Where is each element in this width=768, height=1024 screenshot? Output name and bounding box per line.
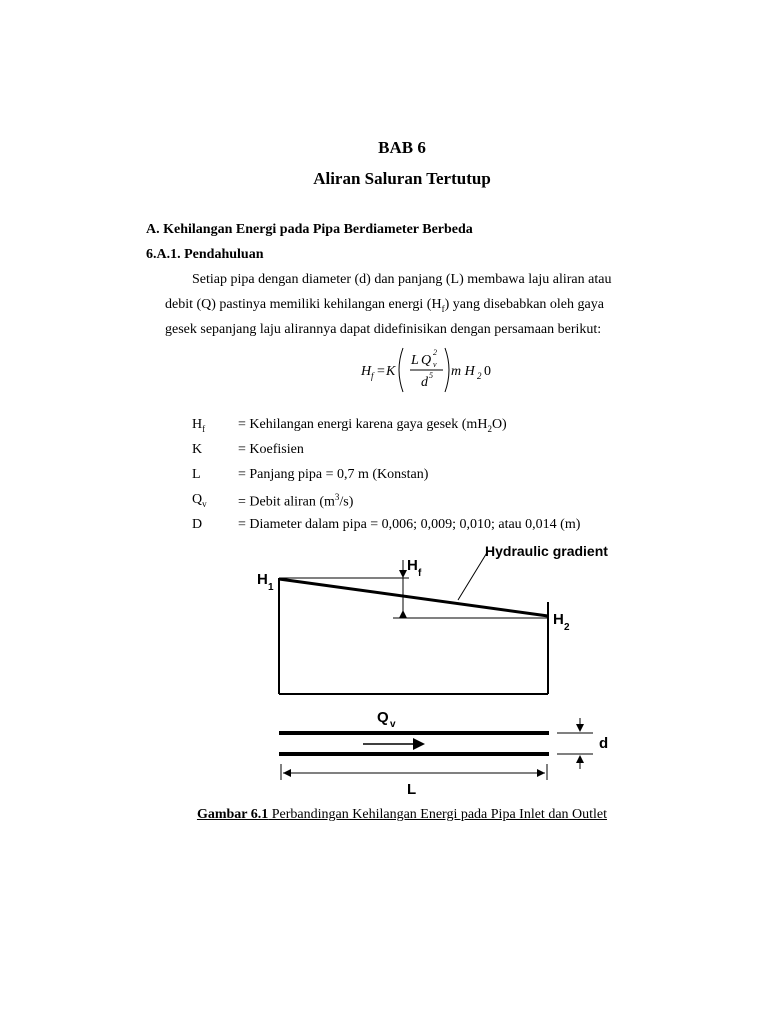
intro-line-2: debit (Q) pastinya memiliki kehilangan energi $(H_f)$ yang disebabkan oleh gaya	[165, 297, 604, 314]
hf-arrow-up-icon	[399, 610, 407, 618]
svg-text:m H: m H	[451, 364, 475, 379]
svg-text:=: =	[377, 364, 385, 379]
svg-text:0: 0	[484, 364, 491, 379]
svg-text:H: H	[361, 364, 372, 379]
pipe-energy-loss-figure	[245, 540, 645, 802]
svg-text:d: d	[421, 375, 428, 390]
gradient-leader-line	[458, 551, 488, 600]
l-arrow-left-icon	[283, 769, 291, 777]
svg-text:Q: Q	[421, 353, 432, 368]
hydraulic-gradient-line	[279, 579, 548, 616]
l-label: L	[407, 781, 417, 798]
hf-arrow-down-icon	[399, 570, 407, 578]
friction-loss-formula	[355, 342, 505, 396]
subsection-heading: 6.A.1. Pendahuluan	[146, 247, 264, 262]
qv-label: Q	[377, 709, 389, 726]
section-heading: A. Kehilangan Energi pada Pipa Berdiameter Berbeda	[146, 222, 473, 237]
svg-text:2: 2	[477, 371, 482, 381]
d-arrow-up-icon	[576, 755, 584, 763]
d-label: d	[599, 735, 609, 752]
flow-arrow-icon	[413, 738, 425, 750]
figure-caption: Gambar 6.1 Perbandingan Kehilangan Energi pada Pipa Inlet dan Outlet	[196, 807, 608, 822]
d-arrow-down-icon	[576, 724, 584, 732]
chapter-title: Aliran Saluran Tertutup	[313, 169, 491, 188]
intro-line-3: gesek sepanjang laju alirannya dapat didefinisikan dengan persamaan berikut:	[165, 322, 602, 337]
h2-sub: 2	[564, 622, 570, 633]
hf-sub: f	[418, 568, 422, 579]
svg-text:2: 2	[433, 348, 437, 357]
variable-list: $H_f$ = Kehilangan energi karena gaya gesek $(mH_2O)$ K = Koefisien L = Panjang pipa = 0,7 m (Konstan) $Q_v$ = Debit aliran $(m^3/s)$ D = Diameter dalam pipa = 0,006; 0,009; 0,010; atau 0,014 (m)	[192, 417, 581, 532]
h1-label: H	[257, 571, 268, 588]
qv-sub: v	[390, 719, 396, 730]
svg-text:f: f	[371, 371, 374, 381]
svg-text:v: v	[433, 360, 437, 369]
svg-text:K: K	[386, 364, 396, 379]
intro-line-1: Setiap pipa dengan diameter (d) dan panjang (L) membawa laju aliran atau	[192, 272, 612, 287]
h1-sub: 1	[268, 582, 274, 593]
svg-text:5: 5	[429, 371, 433, 380]
chapter-number: BAB 6	[378, 138, 426, 157]
h2-label: H	[553, 611, 564, 628]
hydraulic-gradient-label: Hydraulic gradient	[485, 543, 608, 559]
l-arrow-right-icon	[537, 769, 545, 777]
svg-text:L: L	[411, 353, 419, 368]
hf-label: H	[407, 557, 418, 574]
